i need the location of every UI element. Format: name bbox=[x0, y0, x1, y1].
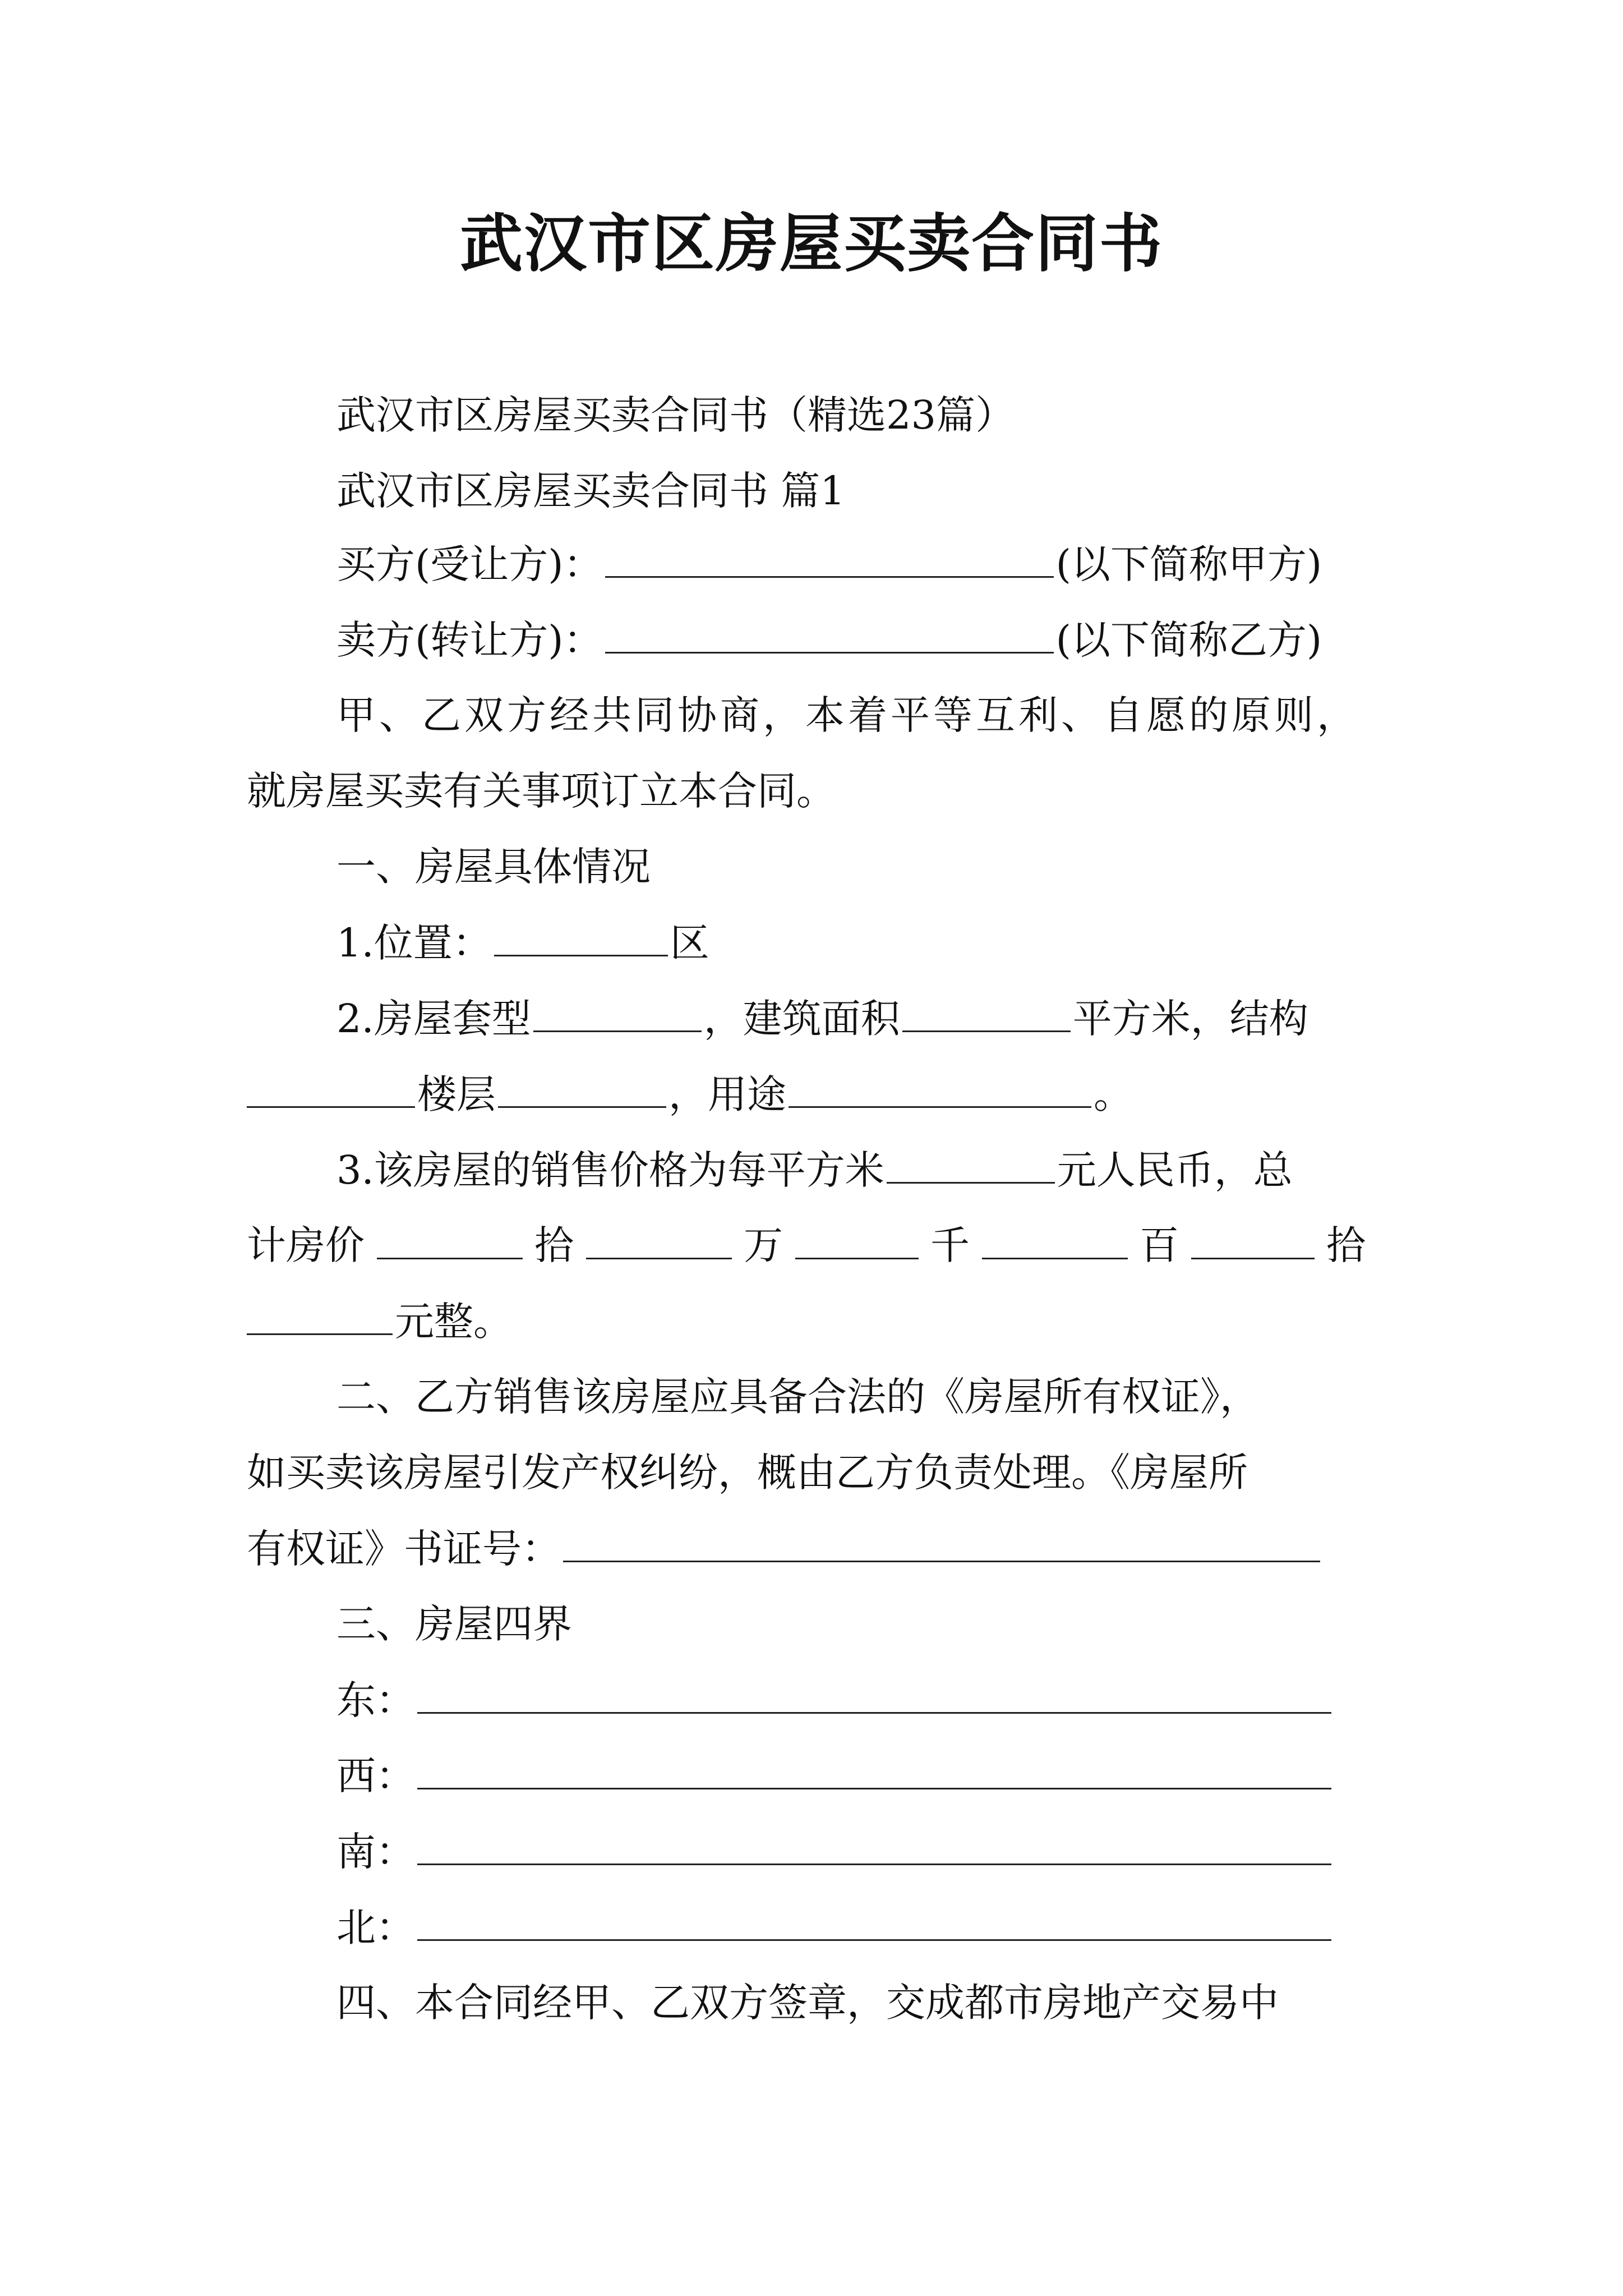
type-label: 2.房屋套型 bbox=[336, 996, 531, 1042]
location-line bbox=[336, 914, 709, 970]
unit-wan: 万 bbox=[744, 1222, 783, 1268]
total-blank-1[interactable] bbox=[377, 1217, 523, 1259]
clause3-heading: 三、房屋四界 bbox=[336, 1601, 572, 1647]
floor-use-line bbox=[247, 1066, 1133, 1122]
area-label: ，建筑面积 bbox=[703, 996, 900, 1042]
buyer-blank[interactable] bbox=[605, 536, 1054, 578]
price-total-line bbox=[247, 1217, 1366, 1273]
buyer-line bbox=[336, 536, 1322, 592]
section-heading: 武汉市区房屋买卖合同书 篇1 bbox=[336, 468, 845, 514]
area-blank[interactable] bbox=[902, 990, 1071, 1032]
intro-line-2: 就房屋买卖有关事项订立本合同。 bbox=[247, 768, 836, 814]
unit-shi-2: 拾 bbox=[1326, 1222, 1366, 1268]
intro-line-1: 甲、乙双方经共同协商，本着平等互利、自愿的原则， bbox=[336, 692, 1359, 738]
total-blank-5[interactable] bbox=[1191, 1217, 1315, 1259]
south-blank[interactable] bbox=[417, 1823, 1331, 1865]
document-subtitle: 武汉市区房屋买卖合同书（精选23篇） bbox=[336, 392, 1015, 438]
seller-label: 卖方(转让方)： bbox=[336, 617, 603, 663]
south-label: 南： bbox=[336, 1829, 415, 1875]
boundary-west bbox=[336, 1747, 1334, 1803]
clause2-line-1: 二、乙方销售该房屋应具备合法的《房屋所有权证》， bbox=[336, 1374, 1259, 1420]
price-line-1 bbox=[336, 1142, 1293, 1198]
location-suffix: 区 bbox=[670, 920, 709, 966]
clause1-heading: 一、房屋具体情况 bbox=[336, 844, 651, 890]
seller-suffix: (以下简称乙方) bbox=[1055, 617, 1322, 663]
seller-line bbox=[336, 611, 1322, 668]
boundary-north bbox=[336, 1899, 1334, 1955]
floor-blank[interactable] bbox=[498, 1066, 666, 1108]
unit-yuan: 元整。 bbox=[395, 1299, 513, 1345]
total-blank-2[interactable] bbox=[586, 1217, 732, 1259]
total-blank-3[interactable] bbox=[795, 1217, 919, 1259]
clause4-line-1: 四、本合同经甲、乙双方签章，交成都市房地产交易中 bbox=[336, 1980, 1279, 2026]
clause2-line-3 bbox=[247, 1520, 1322, 1576]
area-unit: 平方米，结构 bbox=[1072, 996, 1308, 1042]
total-blank-6[interactable] bbox=[247, 1293, 393, 1335]
unit-price-blank[interactable] bbox=[887, 1142, 1055, 1184]
certificate-label: 有权证》书证号： bbox=[247, 1526, 561, 1572]
total-blank-4[interactable] bbox=[982, 1217, 1128, 1259]
north-label: 北： bbox=[336, 1904, 415, 1950]
price-total-label: 计房价 bbox=[247, 1222, 365, 1268]
seller-blank[interactable] bbox=[605, 611, 1054, 654]
document-title: 武汉市区房屋买卖合同书 bbox=[460, 207, 1163, 280]
boundary-east bbox=[336, 1672, 1334, 1728]
use-end: 。 bbox=[1094, 1071, 1133, 1117]
location-blank[interactable] bbox=[494, 914, 668, 956]
structure-blank[interactable] bbox=[247, 1066, 415, 1108]
west-blank[interactable] bbox=[417, 1747, 1331, 1789]
west-label: 西： bbox=[336, 1753, 415, 1799]
price-unit: 元人民币，总 bbox=[1057, 1147, 1293, 1193]
east-blank[interactable] bbox=[417, 1672, 1331, 1714]
type-area-line bbox=[336, 990, 1308, 1046]
price-label: 3.该房屋的销售价格为每平方米 bbox=[336, 1147, 884, 1193]
type-blank[interactable] bbox=[533, 990, 702, 1032]
price-yuan-line bbox=[247, 1293, 513, 1349]
east-label: 东： bbox=[336, 1677, 415, 1723]
boundary-south bbox=[336, 1823, 1334, 1879]
unit-shi-1: 拾 bbox=[534, 1222, 574, 1268]
buyer-suffix: (以下简称甲方) bbox=[1055, 541, 1322, 587]
unit-qian: 千 bbox=[930, 1222, 970, 1268]
use-blank[interactable] bbox=[789, 1066, 1091, 1108]
use-label: ，用途 bbox=[668, 1071, 786, 1117]
floor-label: 楼层 bbox=[417, 1071, 496, 1117]
location-label: 1.位置： bbox=[336, 920, 492, 966]
buyer-label: 买方(受让方)： bbox=[336, 541, 603, 587]
north-blank[interactable] bbox=[417, 1899, 1331, 1941]
certificate-blank[interactable] bbox=[563, 1520, 1320, 1562]
unit-bai: 百 bbox=[1140, 1222, 1179, 1268]
clause2-line-2: 如买卖该房屋引发产权纠纷，概由乙方负责处理。《房屋所 bbox=[247, 1450, 1248, 1496]
